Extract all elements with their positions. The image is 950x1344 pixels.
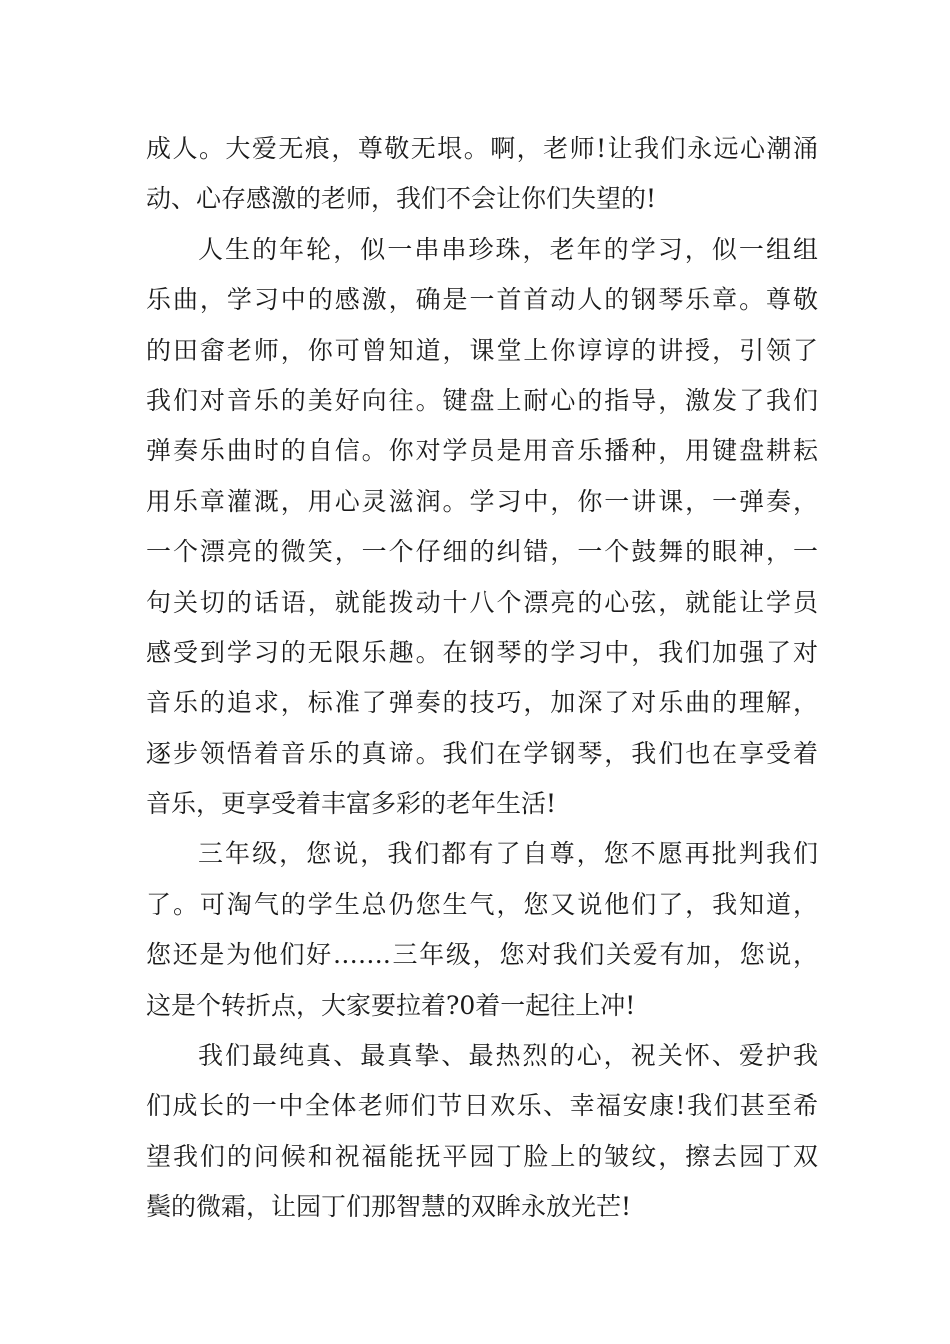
text-line: 音乐，更享受着丰富多彩的老年生活! bbox=[146, 789, 557, 819]
text-line: 了。可淘气的学生总仍您生气，您又说他们了，我知道， bbox=[146, 889, 818, 919]
text-line: 一个漂亮的微笑，一个仔细的纠错，一个鼓舞的眼神，一 bbox=[146, 537, 818, 567]
text-line: 逐步领悟着音乐的真谛。我们在学钢琴，我们也在享受着 bbox=[146, 738, 818, 768]
text-line: 动、心存感激的老师，我们不会让你们失望的! bbox=[146, 184, 657, 214]
text-line: 人生的年轮，似一串串珍珠，老年的学习，似一组组 bbox=[198, 234, 818, 264]
text-line: 三年级，您说，我们都有了自尊，您不愿再批判我们 bbox=[198, 839, 818, 869]
text-line: 望我们的问候和祝福能抚平园丁脸上的皱纹，擦去园丁双 bbox=[146, 1141, 818, 1171]
text-line: 您还是为他们好…….三年级，您对我们关爱有加，您说， bbox=[146, 940, 818, 970]
text-line: 弹奏乐曲时的自信。你对学员是用音乐播种，用键盘耕耘 bbox=[146, 436, 818, 466]
document-body bbox=[146, 124, 818, 1233]
text-line: 成人。大爱无痕，尊敬无垠。啊，老师!让我们永远心潮涌 bbox=[146, 134, 818, 163]
paragraph-4 bbox=[146, 1031, 818, 1233]
paragraph-1 bbox=[146, 124, 818, 225]
paragraph-2 bbox=[146, 225, 818, 830]
text-line: 乐曲，学习中的感激，确是一首首动人的钢琴乐章。尊敬 bbox=[146, 285, 818, 315]
text-line: 句关切的话语，就能拨动十八个漂亮的心弦，就能让学员 bbox=[146, 587, 818, 617]
text-line: 音乐的追求，标准了弹奏的技巧，加深了对乐曲的理解， bbox=[146, 688, 818, 718]
text-line: 用乐章灌溉，用心灵滋润。学习中，你一讲课，一弹奏， bbox=[146, 486, 818, 516]
text-line: 鬓的微霜，让园丁们那智慧的双眸永放光芒! bbox=[146, 1192, 632, 1222]
text-line: 我们对音乐的美好向往。键盘上耐心的指导，激发了我们 bbox=[146, 385, 818, 415]
text-line: 我们最纯真、最真挚、最热烈的心，祝关怀、爱护我 bbox=[198, 1041, 818, 1071]
text-line: 感受到学习的无限乐趣。在钢琴的学习中，我们加强了对 bbox=[146, 637, 818, 667]
text-line: 这是个转折点，大家要拉着?0着一起往上冲! bbox=[146, 990, 636, 1020]
text-line: 们成长的一中全体老师们节日欢乐、幸福安康!我们甚至希 bbox=[146, 1091, 818, 1121]
paragraph-3 bbox=[146, 829, 818, 1031]
text-line: 的田畲老师，你可曾知道，课堂上你谆谆的讲授，引领了 bbox=[146, 335, 818, 365]
